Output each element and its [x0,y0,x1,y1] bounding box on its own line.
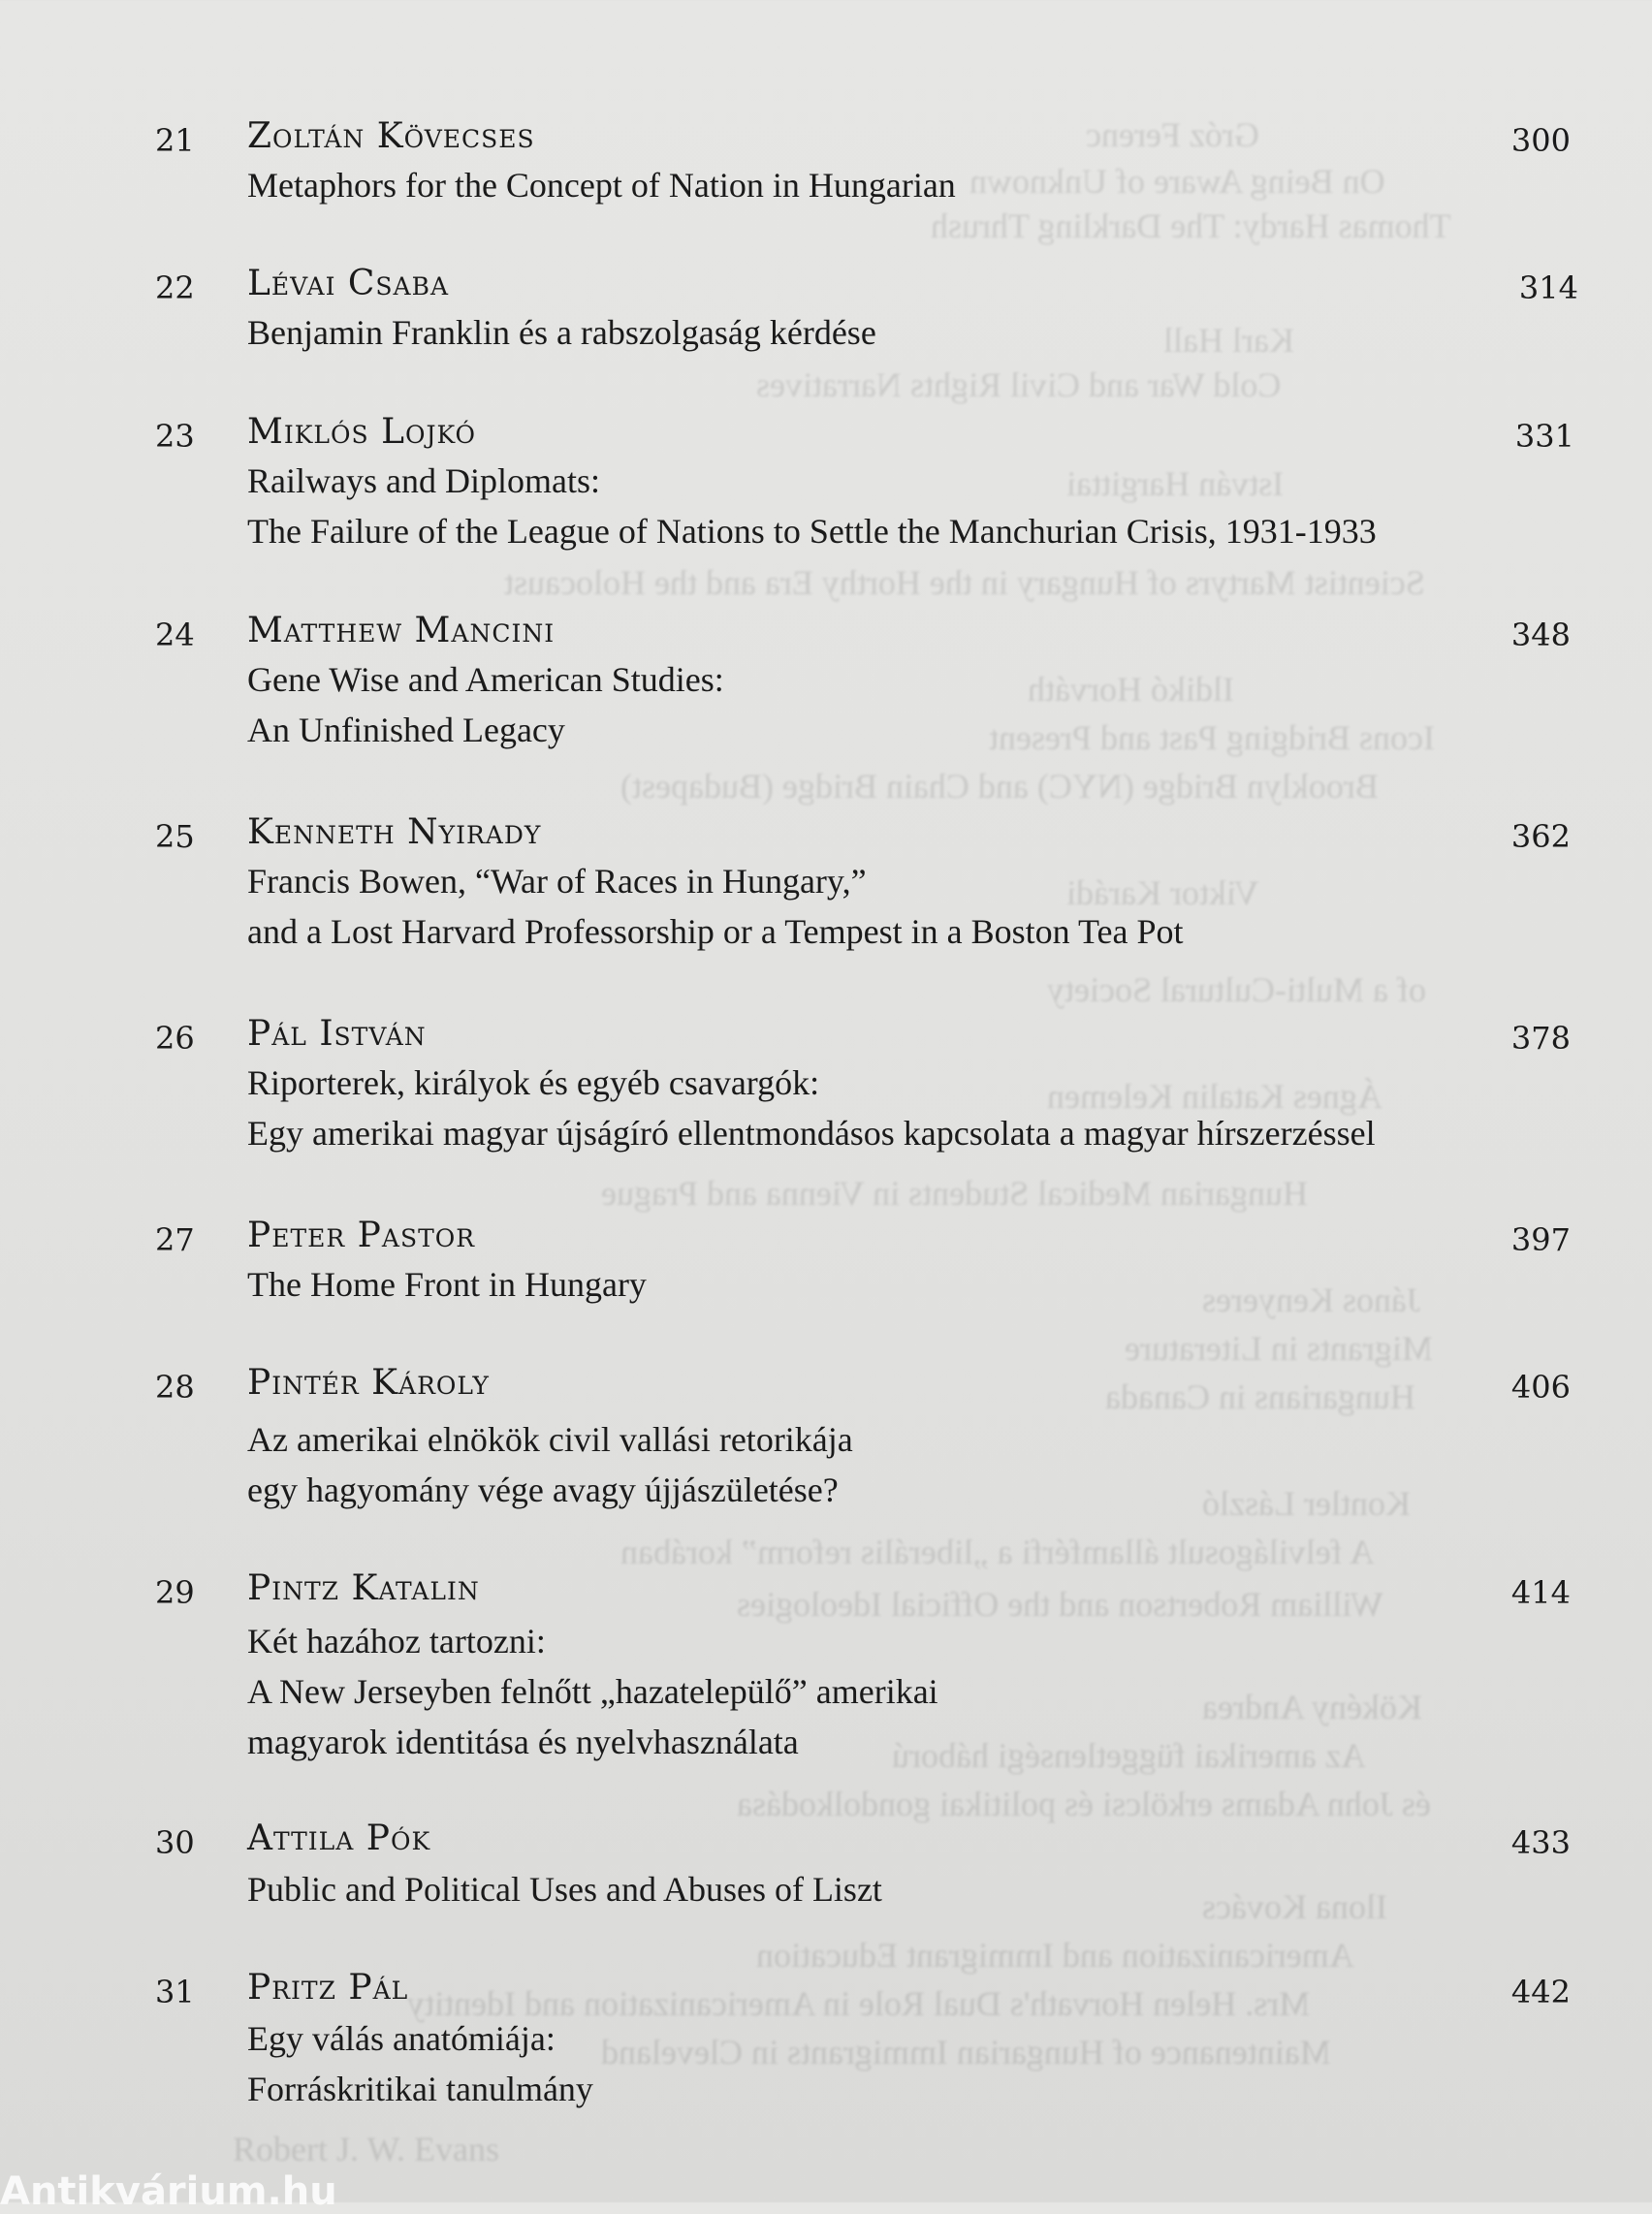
chapter-author: Attila Pók [247,1819,431,1858]
page-number: 348 [1510,617,1571,653]
chapter-author: Zoltán Kövecses [247,116,535,156]
page-number: 406 [1510,1369,1571,1406]
page-number: 414 [1510,1574,1571,1611]
chapter-title-line: Riporterek, királyok és egyéb csavargók: [247,1063,820,1102]
chapter-title-line: An Unfinished Legacy [247,711,565,749]
chapter-author: Pál István [247,1014,427,1054]
page-number: 331 [1514,418,1574,455]
page-number: 362 [1510,818,1571,855]
chapter-title-line: and a Lost Harvard Professorship or a Tempest in a Boston Tea Pot [247,912,1184,951]
chapter-number: 25 [155,818,195,855]
chapter-author: Pritz Pál [247,1968,409,2008]
chapter-title-line: Két hazához tartozni: [247,1622,546,1660]
chapter-title-line: Gene Wise and American Studies: [247,660,724,699]
chapter-title-line: egy hagyomány vége avagy újjászületése? [247,1471,839,1509]
chapter-number: 26 [155,1020,195,1057]
page-number: 300 [1510,122,1571,159]
chapter-title-line: Public and Political Uses and Abuses of Liszt [247,1870,882,1909]
chapter-number: 29 [155,1574,195,1611]
chapter-author: Kenneth Nyirady [247,812,542,852]
page-number: 378 [1510,1020,1571,1057]
chapter-title-line: Egy válás anatómiája: [247,2019,556,2058]
chapter-number: 30 [155,1824,195,1861]
chapter-author: Lévai Csaba [247,264,450,303]
chapter-title-line: magyarok identitása és nyelvhasználata [247,1723,799,1761]
chapter-number: 21 [155,122,195,159]
chapter-title-line: The Failure of the League of Nations to Settle the Manchurian Crisis, 1931-1933 [247,512,1377,551]
page-number: 433 [1510,1824,1571,1861]
chapter-title-line: Railways and Diplomats: [247,461,600,500]
chapter-author: Peter Pastor [247,1216,476,1255]
page-number: 314 [1518,269,1578,306]
chapter-title-line: Francis Bowen, “War of Races in Hungary,” [247,862,867,901]
chapter-number: 27 [155,1221,195,1258]
chapter-number: 23 [155,418,195,455]
chapter-title-line: Metaphors for the Concept of Nation in Hungarian [247,166,956,205]
page-number: 442 [1510,1974,1571,2010]
chapter-title-line: Forráskritikai tanulmány [247,2070,593,2108]
show-through-texture: Gróz Ferenc On Being Aware of Unknown Thomas Hardy: The Darkling Thrush Karl Hall Cold War and Civil Rights Narratives István Hargittai Scientist Martyrs of Hungary in the Horthy Era and the Holocaust Ildikó Horváth Icons Bridging Past and Present Brooklyn Bridge (NYC) and Chain Bridge (Budapest) Viktor Karádi of a Multi-Cultural Society Ágnes Katalin Kelemen Hungarian Medical Students in Vienna and Prague János Kenyeres Migrants in Literature Hungarians in Canada Kontler László A felvilágosult államférfi a „liberális reform” korában William Robertson and the Official Ideologies Kökény Andrea Az amerikai függetlenségi háború és John Adams erkölcsi és politikai gondolkodása Ilona Kovács Americanization and Immigrant Education Mrs. Helen Horvath's Dual Role in Americanization and Identity Maintenance of Hungarian Immigrants in Cleveland Robert J. W. Evans [233,115,1451,2168]
chapter-number: 22 [155,269,195,306]
chapter-number: 28 [155,1369,195,1406]
page-number: 397 [1510,1221,1571,1258]
chapter-title-line: Egy amerikai magyar újságíró ellentmondásos kapcsolata a magyar hírszerzéssel [247,1114,1376,1153]
chapter-title-line: A New Jerseyben felnőtt „hazatelepülő” amerikai [247,1672,938,1711]
watermark: Antikvárium.hu [0,2169,337,2214]
chapter-title-line: The Home Front in Hungary [247,1265,647,1304]
chapter-number: 31 [155,1974,195,2010]
chapter-author: Matthew Mancini [247,611,556,650]
chapter-author: Pintér Károly [247,1363,490,1403]
chapter-author: Pintz Katalin [247,1568,480,1608]
chapter-author: Miklós Lojkó [247,412,477,452]
chapter-number: 24 [155,617,195,653]
chapter-title-line: Az amerikai elnökök civil vallási retorikája [247,1420,853,1459]
chapter-title-line: Benjamin Franklin és a rabszolgaság kérdése [247,313,876,352]
